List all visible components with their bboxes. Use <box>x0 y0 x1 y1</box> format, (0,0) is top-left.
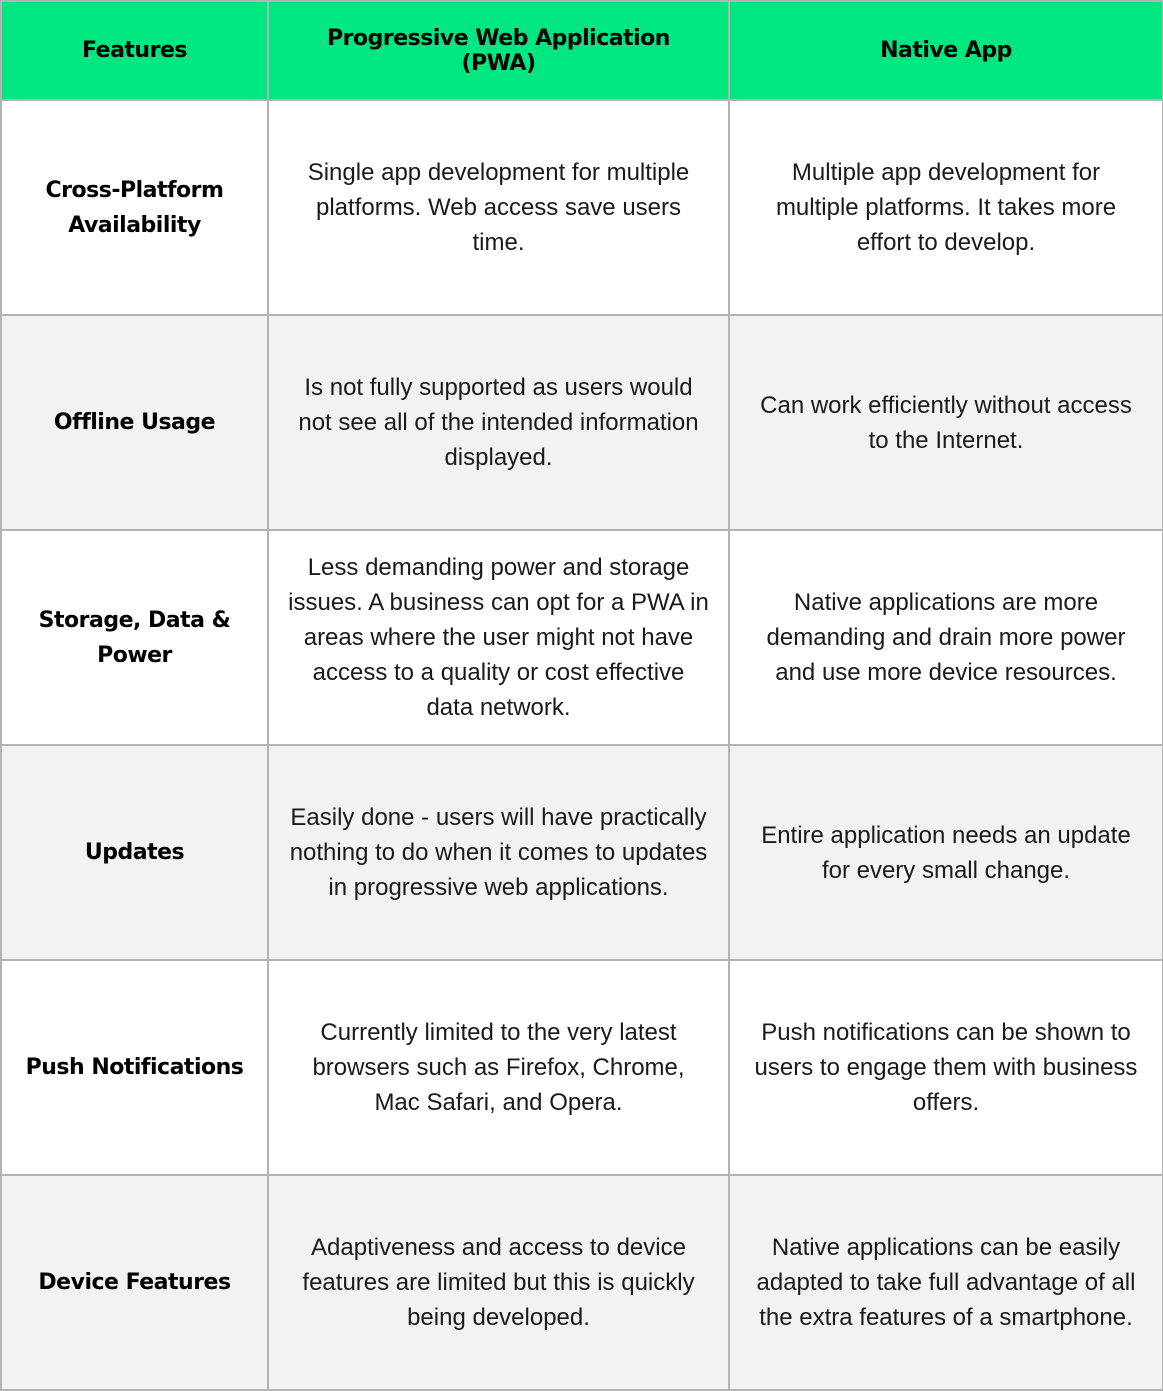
feature-cell: Device Features <box>1 1175 268 1390</box>
native-cell: Native applications are more demanding and drain more power and use more device resources. <box>729 530 1163 745</box>
native-cell: Can work efficiently without access to the Internet. <box>729 315 1163 530</box>
table-row <box>1 100 1163 315</box>
native-cell: Native applications can be easily adapted to take full advantage of all the extra features of a smartphone. <box>729 1175 1163 1390</box>
pwa-cell: Single app development for multiple platforms. Web access save users time. <box>268 100 729 315</box>
feature-cell: Cross-Platform Availability <box>1 100 268 315</box>
table-row <box>1 315 1163 530</box>
pwa-cell: Currently limited to the very latest browsers such as Firefox, Chrome, Mac Safari, and Opera. <box>268 960 729 1175</box>
pwa-cell: Easily done - users will have practically nothing to do when it comes to updates in progressive web applications. <box>268 745 729 960</box>
table-row <box>1 530 1163 745</box>
feature-cell: Offline Usage <box>1 315 268 530</box>
header-pwa: Progressive Web Application (PWA) <box>268 1 729 100</box>
feature-cell: Updates <box>1 745 268 960</box>
table-header-row <box>1 1 1163 100</box>
native-cell: Entire application needs an update for every small change. <box>729 745 1163 960</box>
feature-cell: Push Notifications <box>1 960 268 1175</box>
pwa-cell: Adaptiveness and access to device features are limited but this is quickly being developed. <box>268 1175 729 1390</box>
header-native-app: Native App <box>729 1 1163 100</box>
header-features: Features <box>1 1 268 100</box>
feature-cell: Storage, Data & Power <box>1 530 268 745</box>
pwa-cell: Less demanding power and storage issues. A business can opt for a PWA in areas where the user might not have access to a quality or cost effective data network. <box>268 530 729 745</box>
native-cell: Push notifications can be shown to users to engage them with business offers. <box>729 960 1163 1175</box>
native-cell: Multiple app development for multiple platforms. It takes more effort to develop. <box>729 100 1163 315</box>
pwa-cell: Is not fully supported as users would not see all of the intended information displayed. <box>268 315 729 530</box>
table-row <box>1 960 1163 1175</box>
table-row <box>1 745 1163 960</box>
table-row <box>1 1175 1163 1390</box>
